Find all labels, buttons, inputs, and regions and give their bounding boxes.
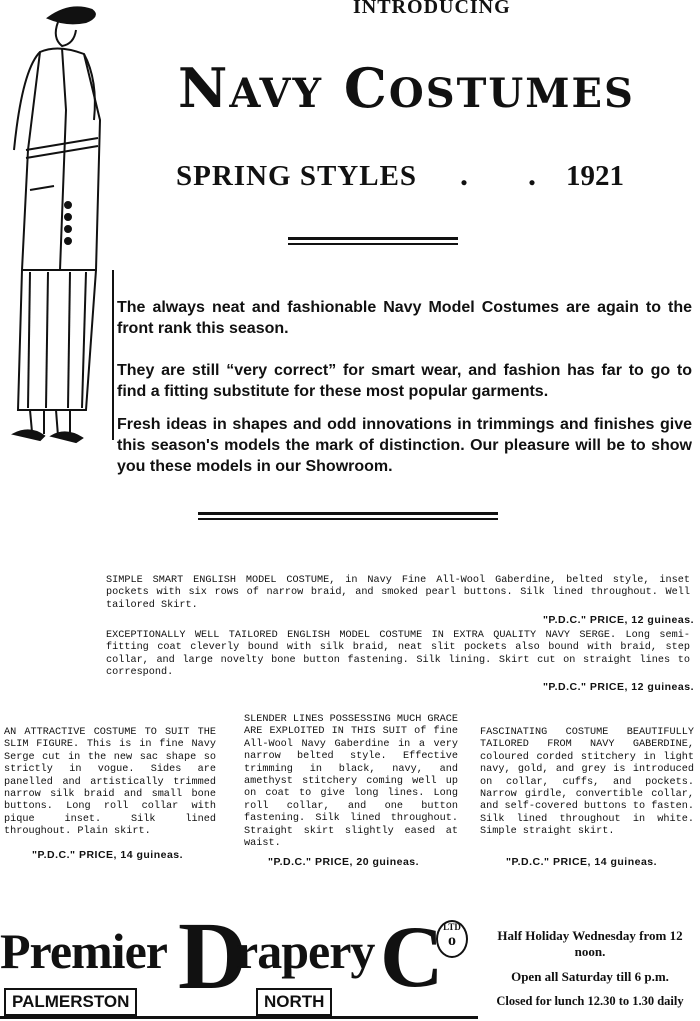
logo-base-rule [0,1016,478,1019]
logo-co-initial: C [380,909,444,1006]
section-divider-top [198,512,498,515]
header-rule-top [288,237,458,240]
logo-ltd: LTD [443,922,461,932]
intro-paragraph-2: They are still “very correct” for smart wear, and fashion has far to go to find a fitting substitute for these most popular garments. [117,362,692,400]
header-rule-bottom [288,243,458,245]
logo-o: o [448,932,456,949]
title-initial-c: C [343,56,389,120]
intro-paragraph-1: The always neat and fashionable Navy Model Costumes are again to the front rank this season. [117,299,692,337]
costume-description-2: EXCEPTIONALLY WELL TAILORED ENGLISH MODEL COSTUME IN EXTRA QUALITY NAVY SERGE. Long semi-fitting coat cleverly bound with silk braid, neat slit pockets also bound with braid, step collar, and large novelty bone button fastening. Silk lining. Skirt cut on straight lines to correspond. [106,630,690,679]
notice-half-holiday: Half Holiday Wednesday from 12 noon. [497,928,683,959]
spring-styles-subtitle: SPRING STYLES [176,160,418,192]
notice-lunch: Closed for lunch 12.30 to 1.30 daily [496,994,684,1008]
title-initial-n: N [178,56,230,120]
costume-price-5: "P.D.C." PRICE, 14 guineas. [506,856,658,868]
notice-saturday: Open all Saturday till 6 p.m. [511,969,669,984]
costume-description-5: FASCINATING COSTUME BEAUTIFULLY TAILORED FROM NAVY GABERDINE, coloured corded stitchery in light navy, gold, and grey is introduced on collar, cuffs, and pockets. Narrow girdle, convertible collar, and self-covered buttons to fasten. Silk lined throughout in white. Simple straight skirt. [480,727,694,838]
logo-drapery: rapery [236,923,375,979]
figure-border-line [112,270,114,440]
woman-in-costume-illustration [0,0,112,470]
costume-price-1: "P.D.C." PRICE, 12 guineas. [542,614,694,626]
logo-co-circle [436,920,468,958]
store-logo [0,902,478,1021]
logo-premier: Premier [0,923,167,979]
costume-description-1: SIMPLE SMART ENGLISH MODEL COSTUME, in Navy Fine All-Wool Gaberdine, belted style, inset pockets with six rows of narrow braid, and smoked pearl buttons. Silk lined throughout. Well tailored Skirt. [106,575,690,611]
town-label-north: NORTH [256,988,332,1016]
page-title [178,56,635,120]
intro-heading: INTRODUCING [353,0,511,18]
intro-paragraph-3: Fresh ideas in shapes and odd innovations in trimmings and finishes give this season's models the mark of distinction. Our pleasure will be to show you these models in our Showroom. [117,416,692,475]
section-divider-bottom [198,518,498,520]
title-rest-avy: AVY [229,70,324,117]
costume-price-2: "P.D.C." PRICE, 12 guineas. [542,681,694,693]
costume-description-3: AN ATTRACTIVE COSTUME TO SUIT THE SLIM FIGURE. This is in fine Navy Serge cut in the new sac shape so strictly in vogue. Sides are panelled and artistically trimmed narrow silk braid and small bone buttons. Long roll collar with pique inset. Silk lined throughout. Plain skirt. [4,727,216,838]
year-label: 1921 [566,160,624,192]
title-rest-ostumes: OSTUMES [388,70,635,117]
logo-drapery-initial: D [178,902,248,1009]
town-label-palmerston: PALMERSTON [4,988,137,1016]
subtitle-dots: . . [460,156,562,192]
costume-price-3: "P.D.C." PRICE, 14 guineas. [32,849,184,861]
costume-description-4: SLENDER LINES POSSESSING MUCH GRACE ARE EXPLOITED IN THIS SUIT of fine All-Wool Navy Gaberdine in a very narrow belted style. Effective trimming in black, navy, and amethyst stitchery coming well up on coat to give long lines. Long roll collar, and one button fastening. Silk lined throughout. Straight skirt slightly eased at waist. [244,714,458,850]
costume-price-4: "P.D.C." PRICE, 20 guineas. [268,856,420,868]
